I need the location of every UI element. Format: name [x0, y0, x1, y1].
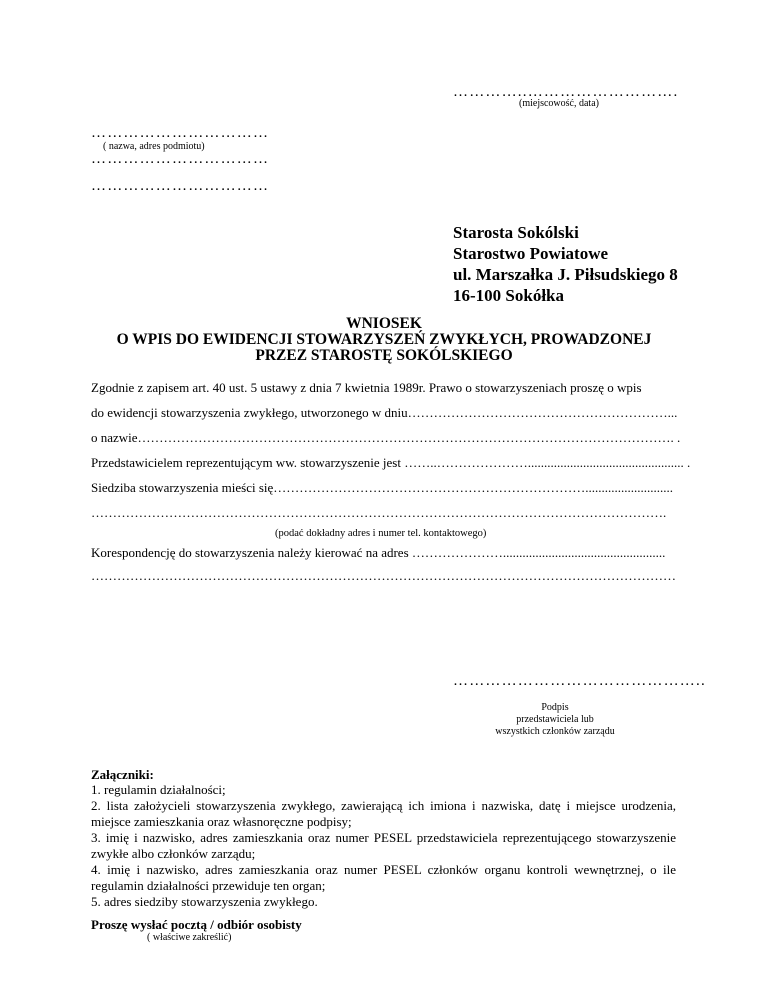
- signature-label-line-3: wszystkich członków zarządu: [495, 726, 615, 737]
- signature-label-line-1: Podpis: [541, 702, 569, 713]
- entity-dots-2: ……………………………: [91, 151, 270, 167]
- body-line-3: o nazwie……………………………………………………………………………………………………………. .: [91, 430, 681, 445]
- body-line-5: Siedziba stowarzyszenia mieści się………………………………………………………………...........................: [91, 480, 674, 495]
- attachment-item: 2. lista założycieli stowarzyszenia zwykłego, zawierającą ich imiona i nazwiska, datę i miejsce urodzenia, miejsce zamieszkania oraz własnoręczne podpisy;: [91, 798, 676, 829]
- attachment-item: 3. imię i nazwisko, adres zamieszkania oraz numer PESEL przedstawiciela reprezentującego stowarzyszenie zwykłe albo członków zarządu;: [91, 830, 676, 861]
- place-date-label: (miejscowość, data): [519, 98, 599, 109]
- attachment-item: 5. adres siedziby stowarzyszenia zwykłego.: [91, 894, 318, 909]
- body-line-6: …………………………………………………………………………………………………………………….: [91, 505, 667, 520]
- place-date-dots: …………..……………………….: [453, 84, 679, 100]
- title-line-2: O WPIS DO EWIDENCJI STOWARZYSZEŃ ZWYKŁYCH, PROWADZONEJ: [116, 331, 652, 348]
- body-line-8: ………………………………………………………………………………………………………………………: [91, 568, 676, 583]
- body-line-2: do ewidencji stowarzyszenia zwykłego, utworzonego w dniu……………………………………………………...: [91, 405, 678, 420]
- entity-label: ( nazwa, adres podmiotu): [103, 141, 205, 152]
- signature-dots: ………………………………………..: [453, 673, 706, 689]
- entity-dots-1: ……………………………: [91, 125, 270, 141]
- body-line-4: Przedstawicielem reprezentującym ww. stowarzyszenie jest ……..…………………................................................ .: [91, 455, 691, 470]
- signature-label: [452, 702, 658, 738]
- signature-label-line-2: przedstawiciela lub: [516, 714, 594, 725]
- body-line-7: Korespondencję do stowarzyszenia należy kierować na adres …………………..................................................: [91, 545, 666, 560]
- addressee-line-4: 16-100 Sokółka: [453, 286, 564, 305]
- attachment-item: 4. imię i nazwisko, adres zamieszkania oraz numer PESEL członków organu kontroli wewnętrznej, o ile regulamin działalności przewiduje ten organ;: [91, 862, 676, 893]
- body-line-1: Zgodnie z zapisem art. 40 ust. 5 ustawy z dnia 7 kwietnia 1989r. Prawo o stowarzyszeniach proszę o wpis: [91, 380, 642, 395]
- attachments-heading: Załączniki:: [91, 767, 154, 782]
- title-line-3: PRZEZ STAROSTĘ SOKÓLSKIEGO: [255, 347, 513, 364]
- entity-dots-3: ……………………………: [91, 178, 270, 194]
- title-line-1: WNIOSEK: [346, 315, 422, 332]
- address-note: (podać dokładny adres i numer tel. kontaktowego): [275, 528, 487, 539]
- attachments-list: [91, 782, 676, 910]
- delivery-label: Proszę wysłać pocztą / odbiór osobisty: [91, 917, 302, 932]
- addressee-line-2: Starostwo Powiatowe: [453, 244, 609, 263]
- delivery-hint: ( właściwe zakreślić): [147, 932, 232, 943]
- addressee-line-3: ul. Marszałka J. Piłsudskiego 8: [453, 265, 678, 284]
- addressee-block: [453, 222, 678, 306]
- addressee-line-1: Starosta Sokólski: [453, 223, 579, 242]
- attachment-item: 1. regulamin działalności;: [91, 782, 226, 797]
